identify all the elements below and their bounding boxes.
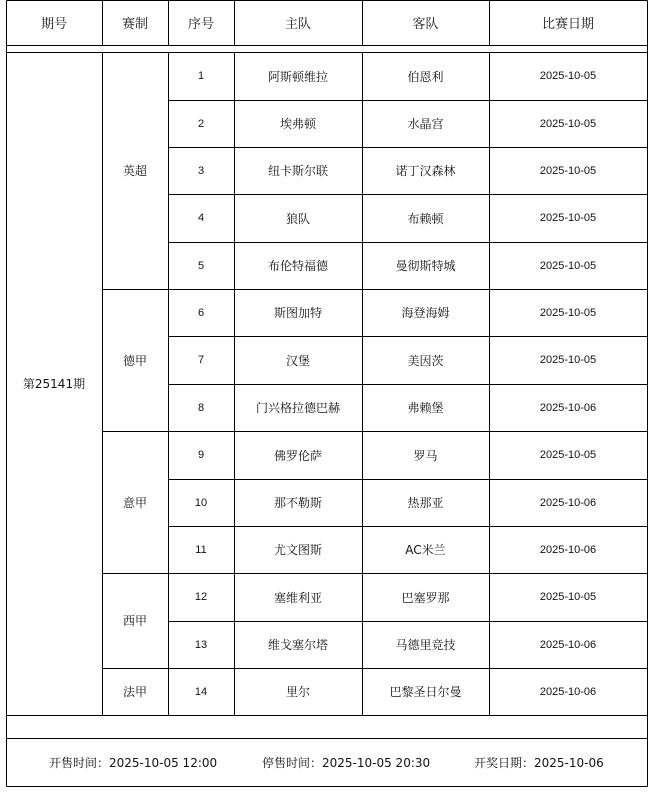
match-date: 2025-10-05 xyxy=(539,212,597,224)
away-team: 美因茨 xyxy=(407,353,444,368)
match-date: 2025-10-06 xyxy=(539,496,597,509)
home-team: 汉堡 xyxy=(285,353,310,368)
home-team: 里尔 xyxy=(285,685,310,699)
league-cell: 法甲 xyxy=(122,685,147,699)
match-date: 2025-10-06 xyxy=(539,401,597,414)
away-team: 水晶宫 xyxy=(407,117,444,131)
match-date: 2025-10-05 xyxy=(539,591,597,603)
match-no: 4 xyxy=(197,212,205,224)
match-no: 2 xyxy=(197,117,205,130)
home-team: 尤文图斯 xyxy=(273,543,322,557)
league-cell: 德甲 xyxy=(122,353,147,368)
header-home: 主队 xyxy=(284,17,311,32)
match-date: 2025-10-05 xyxy=(539,306,597,319)
match-date: 2025-10-05 xyxy=(539,164,597,177)
home-team: 纽卡斯尔联 xyxy=(267,164,328,178)
away-team: 弗赖堡 xyxy=(407,401,444,415)
away-team: 巴黎圣日尔曼 xyxy=(389,685,462,699)
home-team: 斯图加特 xyxy=(273,306,322,320)
match-date: 2025-10-06 xyxy=(539,543,597,556)
away-team: 巴塞罗那 xyxy=(401,590,450,605)
home-team: 塞维利亚 xyxy=(273,590,322,605)
away-team: 曼彻斯特城 xyxy=(395,259,456,273)
footer xyxy=(6,738,647,786)
home-team: 佛罗伦萨 xyxy=(273,448,322,463)
match-no: 12 xyxy=(194,591,208,603)
sale-stop-time: 停售时间：2025-10-05 20:30 xyxy=(262,755,431,770)
home-team: 狼队 xyxy=(285,211,310,226)
period-cell: 第25141期 xyxy=(22,377,86,391)
match-date: 2025-10-05 xyxy=(539,117,597,130)
away-team: 热那亚 xyxy=(407,496,444,510)
league-cell: 意甲 xyxy=(122,495,147,510)
header-no: 序号 xyxy=(187,17,214,32)
header-period: 期号 xyxy=(40,17,67,32)
match-no: 5 xyxy=(197,259,205,272)
header-away: 客队 xyxy=(412,17,439,32)
match-no: 1 xyxy=(197,70,205,82)
match-date: 2025-10-05 xyxy=(539,259,597,272)
match-date: 2025-10-06 xyxy=(539,638,597,651)
match-no: 13 xyxy=(194,638,208,651)
away-team: AC米兰 xyxy=(405,543,446,557)
match-no: 8 xyxy=(197,401,205,414)
away-team: 罗马 xyxy=(413,448,438,463)
home-team: 门兴格拉德巴赫 xyxy=(255,401,340,415)
away-team: 诺丁汉森林 xyxy=(395,164,456,178)
match-date: 2025-10-05 xyxy=(539,70,597,82)
league-cell: 英超 xyxy=(122,164,147,178)
header-league: 赛制 xyxy=(121,17,148,32)
header-date: 比赛日期 xyxy=(541,17,594,32)
away-team: 伯恩利 xyxy=(407,69,444,84)
match-no: 10 xyxy=(194,496,208,509)
match-no: 14 xyxy=(194,685,208,698)
away-team: 海登海姆 xyxy=(401,306,450,320)
match-no: 3 xyxy=(197,164,205,177)
match-no: 11 xyxy=(195,543,207,556)
league-cell: 西甲 xyxy=(122,614,147,628)
match-date: 2025-10-06 xyxy=(539,685,597,698)
home-team: 布伦特福德 xyxy=(267,259,328,273)
match-no: 9 xyxy=(197,449,205,461)
away-team: 马德里竞技 xyxy=(395,638,456,652)
sale-start-time: 开售时间：2025-10-05 12:00 xyxy=(49,755,218,770)
match-date: 2025-10-05 xyxy=(539,354,597,366)
match-no: 7 xyxy=(197,354,205,366)
home-team: 埃弗顿 xyxy=(279,117,316,131)
away-team: 布赖顿 xyxy=(407,211,444,226)
draw-date: 开奖日期：2025-10-06 xyxy=(474,755,604,770)
home-team: 那不勒斯 xyxy=(273,496,322,510)
match-date: 2025-10-05 xyxy=(539,449,597,461)
home-team: 维戈塞尔塔 xyxy=(267,638,328,652)
home-team: 阿斯顿维拉 xyxy=(267,69,328,84)
match-no: 6 xyxy=(197,306,205,319)
